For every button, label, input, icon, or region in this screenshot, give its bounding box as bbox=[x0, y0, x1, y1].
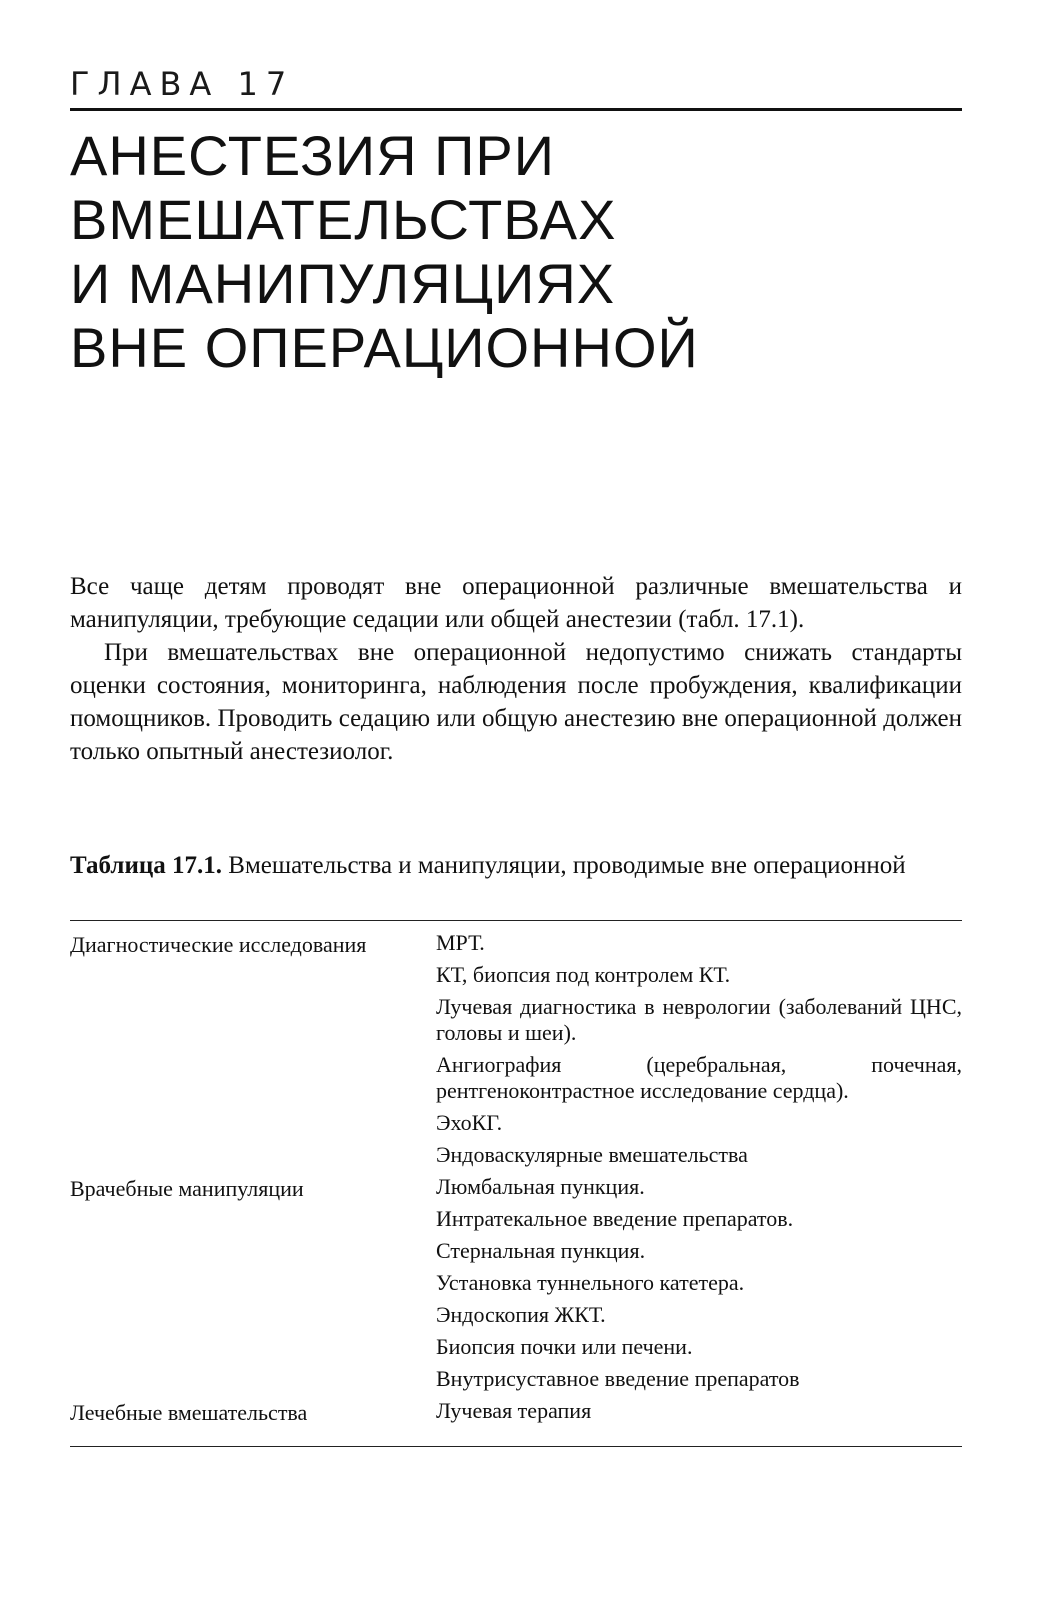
chapter-rule bbox=[70, 108, 962, 111]
table-group bbox=[70, 930, 962, 1174]
table-item: КТ, биопсия под контролем КТ. bbox=[436, 962, 731, 987]
table-item: Внутрисуставное введение препаратов bbox=[436, 1366, 800, 1391]
table-item: Люмбальная пункция. bbox=[436, 1174, 645, 1199]
table-item: Биопсия почки или печени. bbox=[436, 1334, 693, 1359]
table-item: Эндоскопия ЖКТ. bbox=[436, 1302, 606, 1327]
table-rule-top bbox=[70, 920, 962, 921]
book-page bbox=[70, 0, 962, 1600]
table-item: ЭхоКГ. bbox=[436, 1110, 503, 1135]
table-rule-bottom bbox=[70, 1446, 962, 1447]
chapter-title-line: АНЕСТЕЗИЯ ПРИ bbox=[70, 124, 555, 187]
table-items bbox=[436, 930, 962, 1174]
table-item: Установка туннельного катетера. bbox=[436, 1270, 745, 1295]
table-items bbox=[436, 1174, 962, 1398]
table-item: Ангиография (церебральная, почечная, рентгеноконтрастное исследование сердца). bbox=[436, 1052, 962, 1103]
table-items bbox=[436, 1398, 962, 1430]
table-item: Лучевая терапия bbox=[436, 1398, 592, 1423]
table-group bbox=[70, 1398, 962, 1430]
chapter-title-line: И МАНИПУЛЯЦИЯХ bbox=[70, 252, 616, 315]
table-caption bbox=[70, 850, 962, 882]
table-category: Врачебные манипуляции bbox=[70, 1176, 304, 1201]
table-category: Лечебные вмешательства bbox=[70, 1400, 308, 1425]
table-item: Лучевая диагностика в неврологии (заболеваний ЦНС, головы и шеи). bbox=[436, 994, 962, 1045]
chapter-title bbox=[70, 124, 962, 380]
table-item: Интратекальное введение препаратов. bbox=[436, 1206, 794, 1231]
chapter-title-line: ВМЕШАТЕЛЬСТВАХ bbox=[70, 188, 617, 251]
procedures-table bbox=[70, 930, 962, 1430]
paragraph: Все чаще детям проводят вне операционной различные вмешательства и манипуляции, требующие седации или общей анестезии (табл. 17.1). bbox=[70, 573, 962, 633]
table-group bbox=[70, 1174, 962, 1398]
chapter-title-line: ВНЕ ОПЕРАЦИОННОЙ bbox=[70, 316, 699, 379]
paragraph: При вмешательствах вне операционной недопустимо снижать стандарты оценки состояния, мониторинга, наблюдения после пробуждения, квалификации помощников. Проводить седацию или общую анестезию вне операционной должен только опытный анестезиолог. bbox=[70, 639, 962, 765]
table-caption-number: Таблица 17.1. bbox=[70, 852, 223, 879]
chapter-label: ГЛАВА 17 bbox=[70, 65, 295, 103]
table-caption-text: Вмешательства и манипуляции, проводимые вне операционной bbox=[228, 852, 906, 879]
table-item: МРТ. bbox=[436, 930, 485, 955]
body-text bbox=[70, 570, 962, 768]
table-item: Стернальная пункция. bbox=[436, 1238, 646, 1263]
table-item: Эндоваскулярные вмешательства bbox=[436, 1142, 748, 1167]
table-category: Диагностические исследования bbox=[70, 932, 367, 957]
